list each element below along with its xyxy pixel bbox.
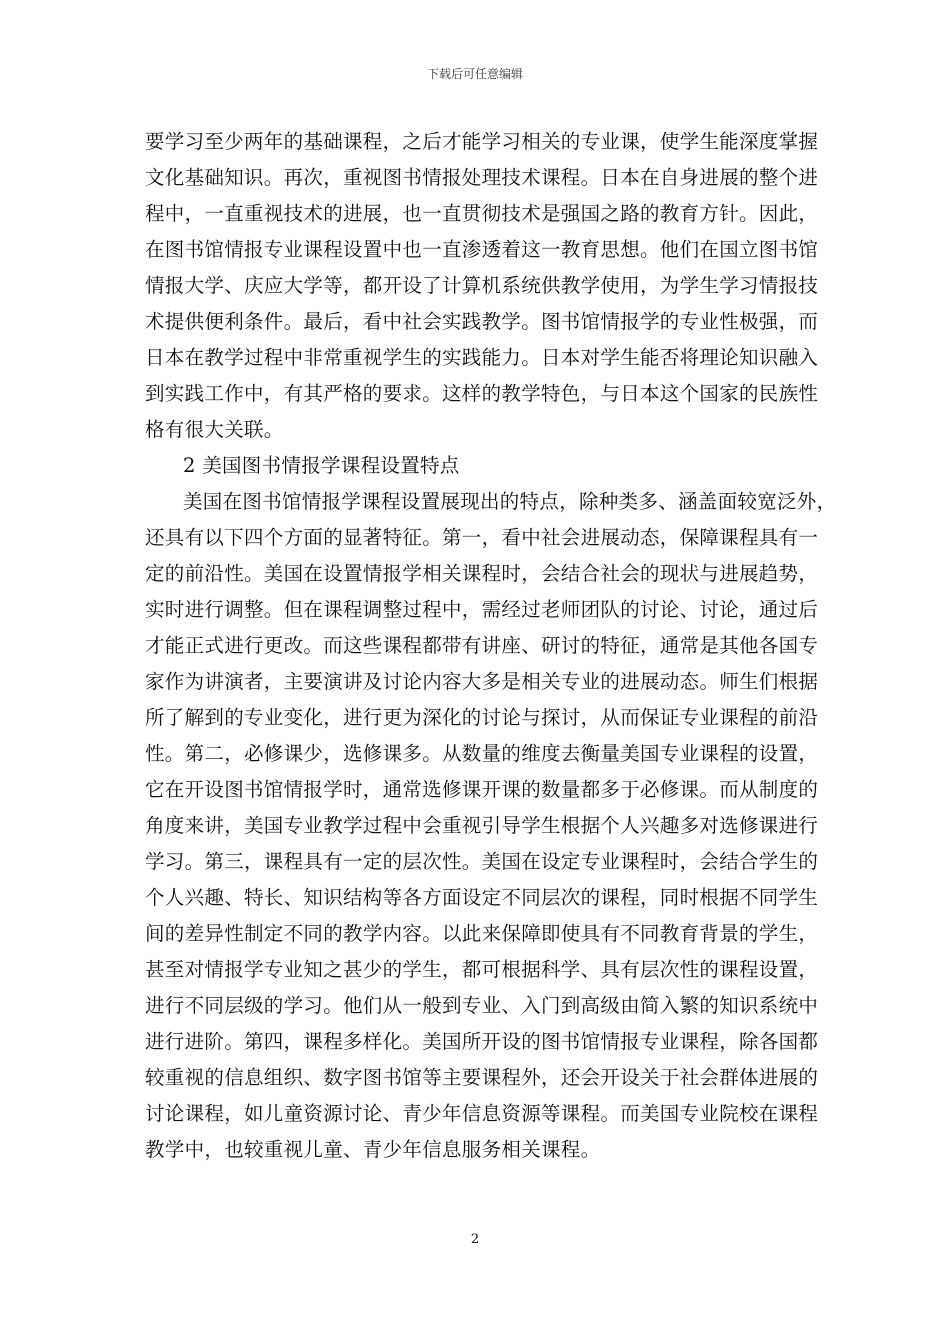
text-line: 情报大学、庆应大学等，都开设了计算机系统供教学使用，为学生学习情报技: [145, 274, 819, 297]
text-line: 所了解到的专业变化，进行更为深化的讨论与探讨，从而保证专业课程的前沿: [145, 706, 819, 729]
text-line: 美国在图书馆情报学课程设置展现出的特点，除种类多、涵盖面较宽泛外，: [183, 490, 837, 513]
text-line: 较重视的信息组织、数字图书馆等主要课程外，还会开设关于社会群体进展的: [145, 1066, 819, 1089]
text-line: 定的前沿性。美国在设置情报学相关课程时，会结合社会的现状与进展趋势，: [145, 562, 819, 585]
text-line: 文化基础知识。再次，重视图书情报处理技术课程。日本在自身进展的整个进: [145, 166, 819, 189]
text-line: 讨论课程，如儿童资源讨论、青少年信息资源等课程。而美国专业院校在课程: [145, 1102, 819, 1125]
text-line: 在图书馆情报专业课程设置中也一直渗透着这一教育思想。他们在国立图书馆: [145, 238, 819, 261]
text-line: 性。第二，必修课少，选修课多。从数量的维度去衡量美国专业课程的设置，: [145, 742, 819, 765]
text-line: 教学中，也较重视儿童、青少年信息服务相关课程。: [145, 1138, 601, 1161]
text-line: 术提供便利条件。最后，看中社会实践教学。图书馆情报学的专业性极强，而: [145, 310, 819, 333]
text-line: 进行不同层级的学习。他们从一般到专业、入门到高级由简入繁的知识系统中: [145, 994, 819, 1017]
document-body: [145, 124, 837, 1168]
text-line: 日本在教学过程中非常重视学生的实践能力。日本对学生能否将理论知识融入: [145, 346, 819, 369]
text-line: 角度来讲，美国专业教学过程中会重视引导学生根据个人兴趣多对选修课进行: [145, 814, 819, 837]
page-number: 2: [470, 1232, 480, 1247]
text-line: 间的差异性制定不同的教学内容。以此来保障即使具有不同教育背景的学生，: [145, 922, 819, 945]
text-line: 要学习至少两年的基础课程，之后才能学习相关的专业课，使学生能深度掌握: [145, 130, 819, 153]
text-line: 学习。第三，课程具有一定的层次性。美国在设定专业课程时，会结合学生的: [145, 850, 819, 873]
text-line: 个人兴趣、特长、知识结构等各方面设定不同层次的课程，同时根据不同学生: [145, 886, 819, 909]
text-line: 格有很大关联。: [145, 418, 284, 441]
text-line: 实时进行调整。但在课程调整过程中，需经过老师团队的讨论、讨论，通过后: [145, 598, 819, 621]
text-line: 甚至对情报学专业知之甚少的学生，都可根据科学、具有层次性的课程设置，: [145, 958, 819, 981]
text-line: 才能正式进行更改。而这些课程都带有讲座、研讨的特征，通常是其他各国专: [145, 634, 819, 657]
page-header: 下载后可任意编辑: [426, 67, 523, 81]
text-line: 进行进阶。第四，课程多样化。美国所开设的图书馆情报专业课程，除各国都: [145, 1030, 819, 1053]
text-line: 它在开设图书馆情报学时，通常选修课开课的数量都多于必修课。而从制度的: [145, 778, 819, 801]
text-line: 还具有以下四个方面的显著特征。第一，看中社会进展动态，保障课程具有一: [145, 526, 819, 549]
section-heading: 2 美国图书情报学课程设置特点: [183, 454, 460, 477]
text-line: 程中，一直重视技术的进展，也一直贯彻技术是强国之路的教育方针。因此，: [145, 202, 819, 225]
text-line: 家作为讲演者，主要演讲及讨论内容大多是相关专业的进展动态。师生们根据: [145, 670, 819, 693]
text-line: 到实践工作中，有其严格的要求。这样的教学特色，与日本这个国家的民族性: [145, 382, 819, 405]
